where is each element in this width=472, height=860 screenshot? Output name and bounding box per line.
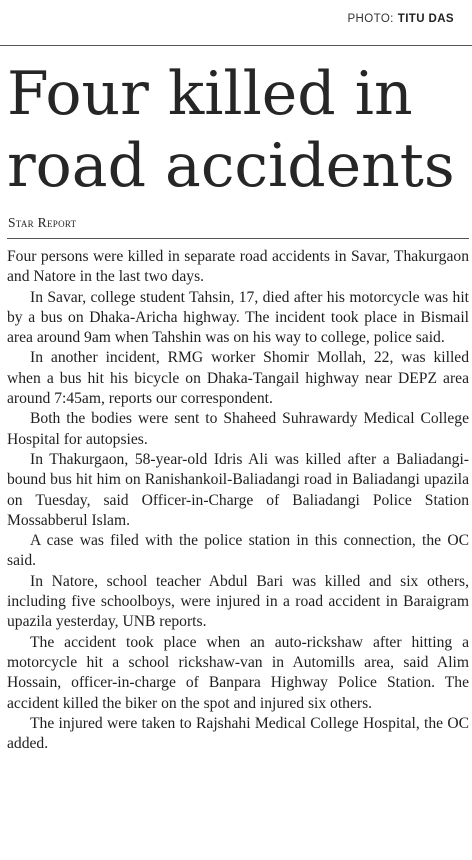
article-paragraph: The accident took place when an auto-rickshaw after hitting a motorcycle hit a school rickshaw-van in Automills area, said Alim Hossain, officer-in-charge of Banpara Highway Police Station. The accident killed the biker on the spot and injured six others. [7, 633, 469, 712]
article-paragraph: A case was filed with the police station in this connection, the OC said. [7, 532, 469, 570]
article-paragraph: In Savar, college student Tahsin, 17, died after his motorcycle was hit by a bus on Dhaka-Aricha highway. The incident took place in Bismail area around 9am when Tahshin was on his way to college, police said. [7, 288, 469, 347]
byline-divider [7, 238, 469, 239]
top-divider [0, 45, 472, 46]
headline: Four killed in road accidents [7, 59, 455, 201]
photographer-name: TITU DAS [397, 13, 454, 25]
photo-credit [347, 13, 454, 25]
article-paragraph: Both the bodies were sent to Shaheed Suhrawardy Medical College Hospital for autopsies. [7, 410, 469, 448]
article-paragraph: In another incident, RMG worker Shomir Mollah, 22, was killed when a bus hit his bicycle on Dhaka-Tangail highway near DEPZ area around 7:45am, reports our correspondent. [7, 349, 469, 408]
photo-credit-label: PHOTO: [347, 13, 394, 25]
article-body [7, 247, 469, 754]
article-paragraph: In Thakurgaon, 58-year-old Idris Ali was killed after a Baliadangi-bound bus hit him on Ranishankoil-Baliadangi road in Baliadangi upazila on Tuesday, said Officer-in-Charge of Baliadangi Police Station Mossabberul Islam. [7, 450, 469, 529]
article-paragraph: The injured were taken to Rajshahi Medical College Hospital, the OC added. [7, 714, 469, 753]
article-paragraph: Four persons were killed in separate road accidents in Savar, Thakurgaon and Natore in the last two days. [7, 248, 469, 286]
byline: Star Report [8, 215, 77, 230]
article-paragraph: In Natore, school teacher Abdul Bari was killed and six others, including five schoolboys, were injured in a road accident in Baraigram upazila yesterday, UNB reports. [7, 572, 469, 631]
